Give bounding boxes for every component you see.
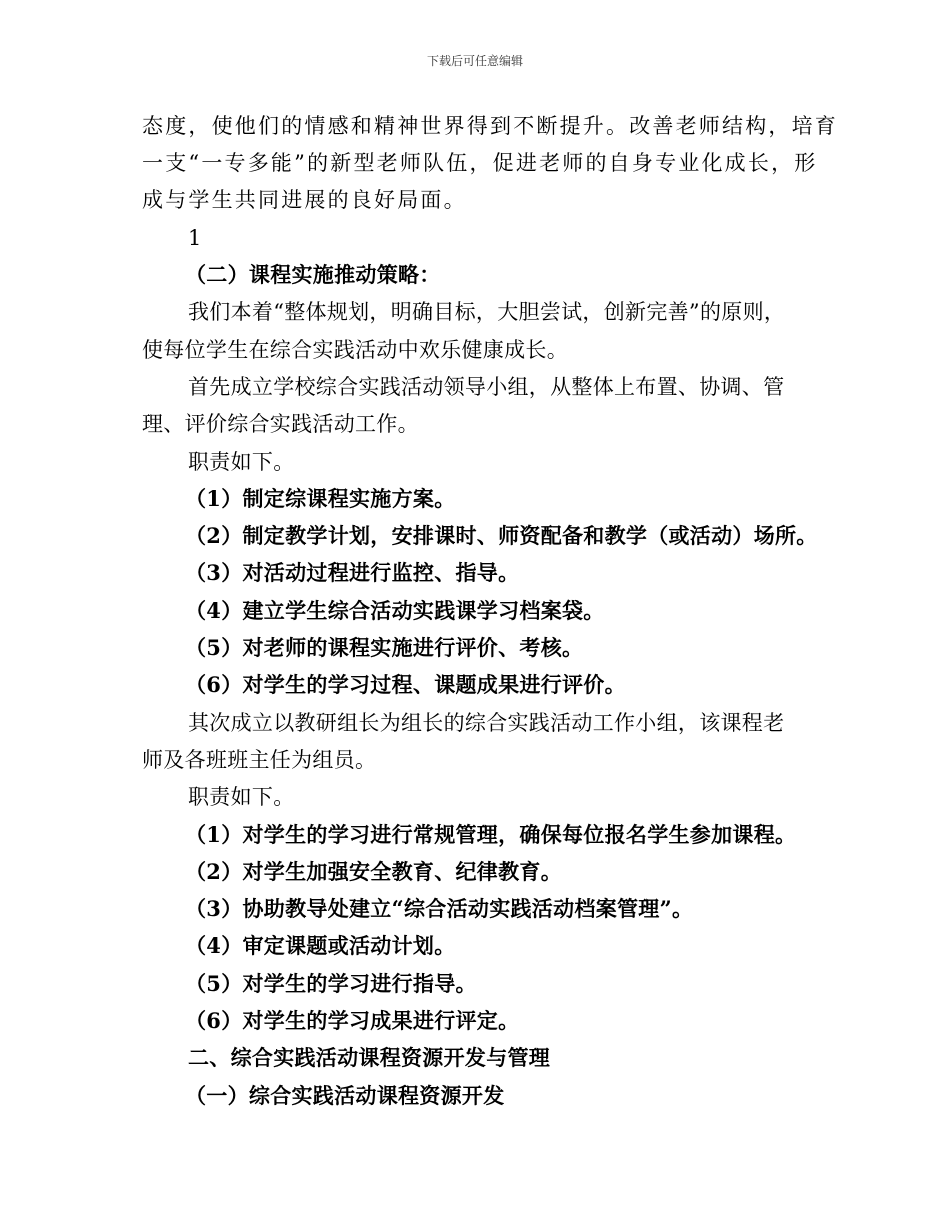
page-number-text: 1 — [188, 226, 202, 250]
list-item: （1）制定综课程实施方案。 — [185, 486, 456, 511]
paragraph-line: 使每位学生在综合实践活动中欢乐健康成长。 — [142, 338, 568, 362]
paragraph-line: 职责如下。 — [188, 450, 295, 474]
list-item: （3）对活动过程进行监控、指导。 — [185, 560, 520, 585]
list-item: （4）建立学生综合活动实践课学习档案袋。 — [185, 598, 605, 623]
paragraph-line: 成与学生共同进展的良好局面。 — [142, 188, 467, 212]
list-item: （6）对学生的学习成果进行评定。 — [185, 1008, 520, 1033]
paragraph-line: 首先成立学校综合实践活动领导小组，从整体上布置、协调、管 — [188, 375, 785, 399]
list-item: （2）制定教学计划，安排课时、师资配备和教学（或活动）场所。 — [185, 523, 818, 548]
paragraph-line: 职责如下。 — [188, 785, 295, 809]
section-heading: （一）综合实践活动课程资源开发 — [185, 1083, 505, 1108]
section-heading: 二、综合实践活动课程资源开发与管理 — [188, 1045, 551, 1070]
list-item: （1）对学生的学习进行常规管理，确保每位报名学生参加课程。 — [185, 822, 797, 847]
paragraph-line: 师及各班班主任为组员。 — [142, 748, 377, 772]
paragraph-line: 一支“一专多能”的新型老师队伍，促进老师的自身专业化成长，形 — [142, 151, 818, 175]
section-heading: （二）课程实施推动策略： — [185, 262, 441, 287]
paragraph-line: 其次成立以教研组长为组长的综合实践活动工作小组，该课程老 — [188, 711, 785, 735]
list-item: （3）协助教导处建立“综合活动实践活动档案管理”。 — [185, 896, 694, 921]
page-header: 下载后可任意编辑 — [426, 54, 523, 68]
paragraph-line: 我们本着“整体规划，明确目标，大胆尝试，创新完善”的原则， — [188, 300, 786, 324]
list-item: （2）对学生加强安全教育、纪律教育。 — [185, 859, 563, 884]
list-item: （4）审定课题或活动计划。 — [185, 933, 456, 958]
list-item: （5）对学生的学习进行指导。 — [185, 971, 477, 996]
paragraph-line: 态度，使他们的情感和精神世界得到不断提升。改善老师结构，培育 — [142, 114, 838, 138]
paragraph-line: 理、评价综合实践活动工作。 — [142, 412, 419, 436]
list-item: （5）对老师的课程实施进行评价、考核。 — [185, 635, 584, 660]
list-item: （6）对学生的学习过程、课题成果进行评价。 — [185, 672, 626, 697]
